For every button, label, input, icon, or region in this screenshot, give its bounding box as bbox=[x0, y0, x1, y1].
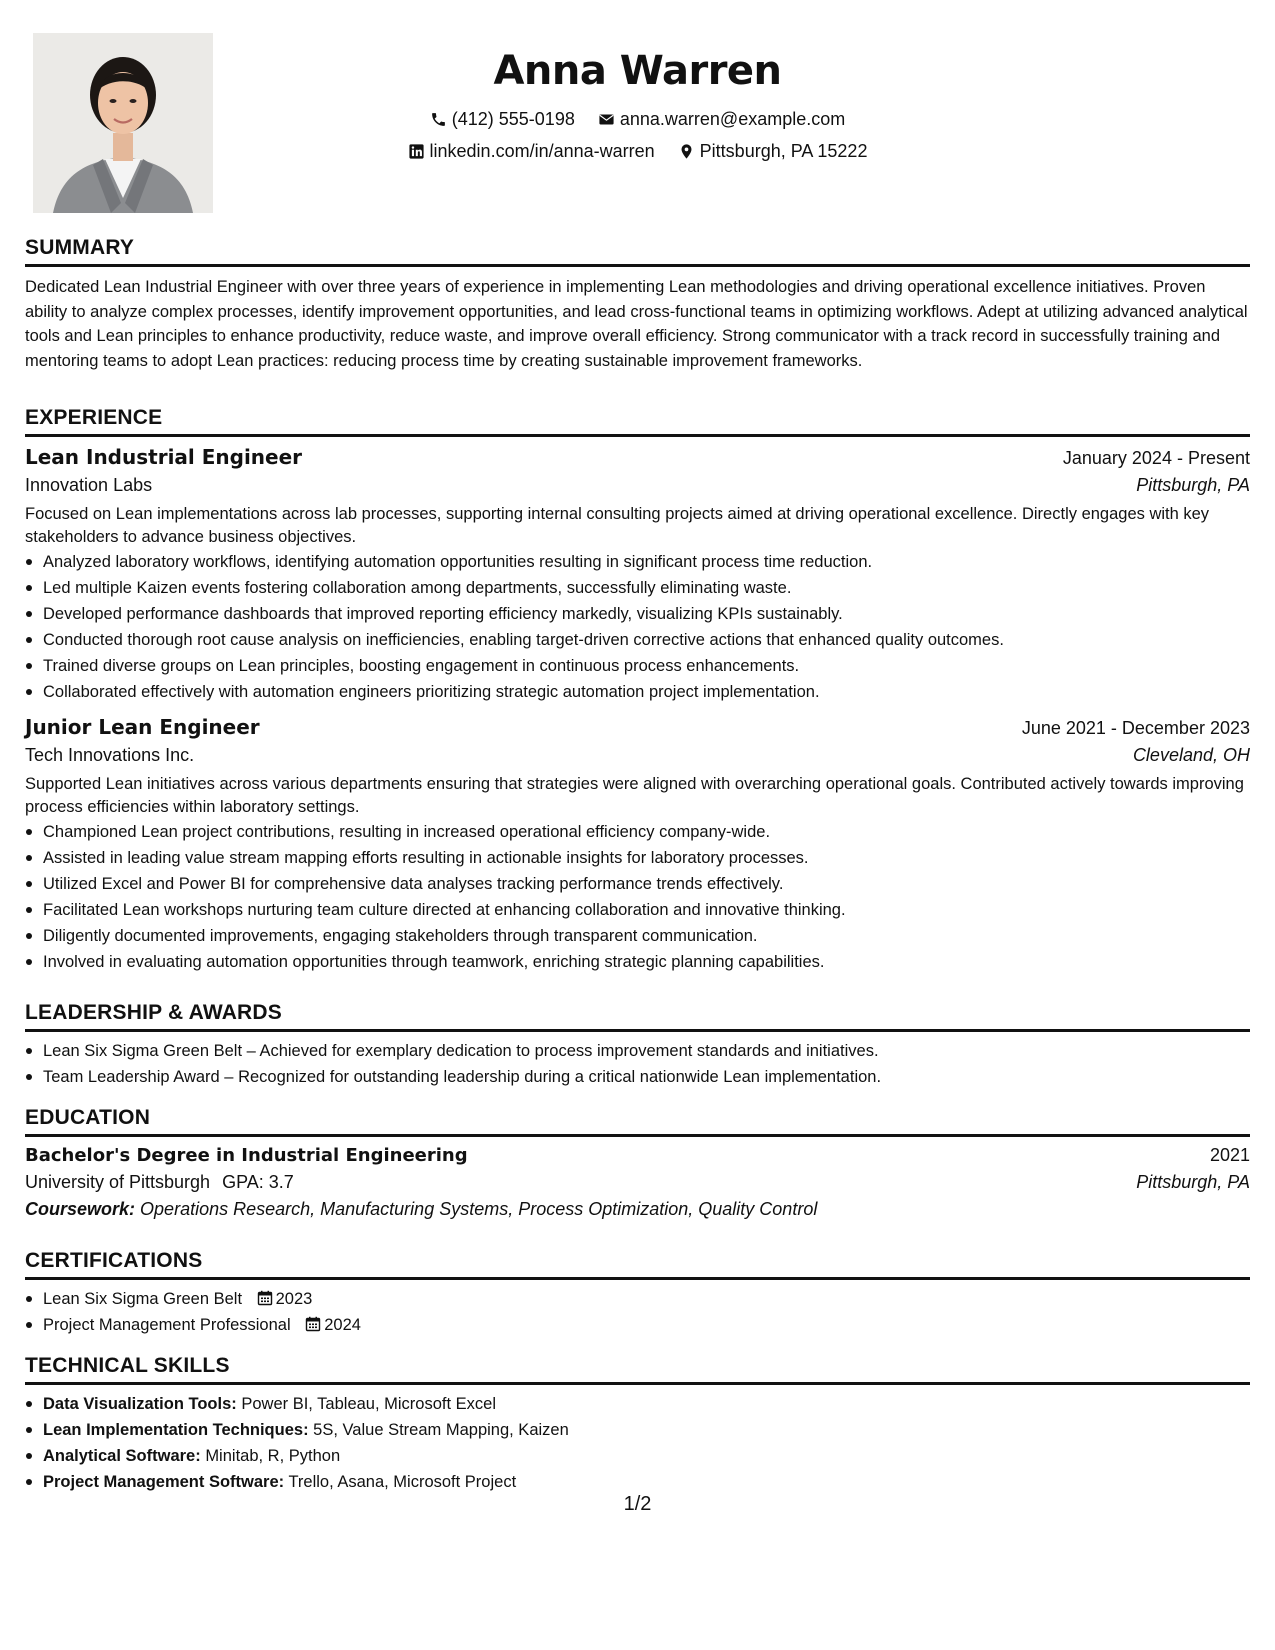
skill-label: Project Management Software: bbox=[43, 1473, 285, 1491]
job-company: Tech Innovations Inc. bbox=[25, 745, 195, 765]
certifications-section bbox=[25, 1249, 1250, 1338]
gpa: GPA: 3.7 bbox=[222, 1172, 294, 1192]
job-description: Focused on Lean implementations across lab processes, supporting internal consulting projects aimed at driving operational excellence. Directly engages with key stakeholders to advance business objectives. bbox=[25, 505, 1210, 546]
calendar-icon bbox=[305, 1316, 321, 1332]
page-number: 1/2 bbox=[623, 1493, 652, 1515]
job-dates: January 2024 - Present bbox=[1062, 448, 1250, 468]
list-item bbox=[43, 1286, 1250, 1312]
list-item: Developed performance dashboards that improved reporting efficiency markedly, visualizing KPIs sustainably. bbox=[43, 601, 1250, 627]
candidate-name: Anna Warren bbox=[493, 48, 782, 94]
job-bullets bbox=[25, 819, 1250, 975]
list-item: Lean Six Sigma Green Belt – Achieved for exemplary dedication to process improvement standards and initiatives. bbox=[43, 1038, 1250, 1064]
list-item: Team Leadership Award – Recognized for outstanding leadership during a critical nationwide Lean implementation. bbox=[43, 1064, 1250, 1090]
contact-line-2 bbox=[25, 141, 1250, 165]
section-title-education: EDUCATION bbox=[25, 1106, 1250, 1137]
skill-value: 5S, Value Stream Mapping, Kaizen bbox=[313, 1421, 569, 1439]
job-location: Cleveland, OH bbox=[1132, 745, 1250, 765]
list-item: Assisted in leading value stream mapping efforts resulting in actionable insights for laboratory processes. bbox=[43, 845, 1250, 871]
certification-name: Lean Six Sigma Green Belt bbox=[43, 1290, 243, 1308]
certifications-list bbox=[25, 1286, 1250, 1338]
list-item bbox=[43, 1417, 1250, 1443]
job-bullets bbox=[25, 549, 1250, 705]
skill-value: Trello, Asana, Microsoft Project bbox=[288, 1473, 517, 1491]
list-item bbox=[43, 1312, 1250, 1338]
list-item: Led multiple Kaizen events fostering collaboration among departments, successfully eliminating waste. bbox=[43, 575, 1250, 601]
list-item bbox=[43, 1443, 1250, 1469]
location-text: Pittsburgh, PA 15222 bbox=[699, 141, 868, 161]
coursework-list: Operations Research, Manufacturing Systems, Process Optimization, Quality Control bbox=[140, 1199, 818, 1219]
map-pin-icon bbox=[678, 143, 695, 160]
experience-section bbox=[25, 406, 1250, 975]
list-item: Collaborated effectively with automation engineers prioritizing strategic automation project implementation. bbox=[43, 679, 1250, 705]
email-text: anna.warren@example.com bbox=[619, 109, 846, 129]
summary-text: Dedicated Lean Industrial Engineer with over three years of experience in implementing Lean methodologies and driving operational excellence initiatives. Proven ability to analyze complex processes, identify improvement opportunities, and lead cross-functional teams in optimizing workflows. Adept at utilizing advanced analytical tools and Lean principles to enhance productivity, reduce waste, and improve overall efficiency. Strong communicator with a track record in successfully training and mentoring teams to adopt Lean practices: reducing process time by creating sustainable improvement frameworks. bbox=[25, 278, 1248, 370]
job-entry bbox=[25, 445, 1250, 705]
list-item: Diligently documented improvements, engaging stakeholders through transparent communication. bbox=[43, 923, 1250, 949]
skills-list bbox=[25, 1391, 1250, 1495]
section-title-experience: EXPERIENCE bbox=[25, 406, 1250, 437]
list-item: Conducted thorough root cause analysis on inefficiencies, enabling target-driven corrective actions that enhanced quality outcomes. bbox=[43, 627, 1250, 653]
school-location: Pittsburgh, PA bbox=[1136, 1172, 1250, 1192]
skill-label: Data Visualization Tools: bbox=[43, 1395, 237, 1413]
summary-section bbox=[25, 236, 1250, 373]
resume-header bbox=[25, 30, 1250, 240]
list-item: Analyzed laboratory workflows, identifying automation opportunities resulting in significant process time reduction. bbox=[43, 549, 1250, 575]
awards-list bbox=[25, 1038, 1250, 1090]
coursework-label: Coursework: bbox=[25, 1199, 136, 1219]
phone-icon bbox=[430, 111, 447, 128]
list-item bbox=[43, 1391, 1250, 1417]
section-title-certifications: CERTIFICATIONS bbox=[25, 1249, 1250, 1280]
job-company: Innovation Labs bbox=[25, 475, 153, 495]
list-item: Facilitated Lean workshops nurturing team culture directed at enhancing collaboration and innovative thinking. bbox=[43, 897, 1250, 923]
list-item: Utilized Excel and Power BI for comprehensive data analyses tracking performance trends effectively. bbox=[43, 871, 1250, 897]
linkedin-icon bbox=[408, 143, 425, 160]
section-title-summary: SUMMARY bbox=[25, 236, 1250, 267]
section-title-awards: LEADERSHIP & AWARDS bbox=[25, 1001, 1250, 1032]
linkedin-contact[interactable] bbox=[408, 141, 655, 162]
linkedin-text: linkedin.com/in/anna-warren bbox=[429, 141, 655, 161]
skill-value: Power BI, Tableau, Microsoft Excel bbox=[241, 1395, 496, 1413]
degree-title: Bachelor's Degree in Industrial Engineering bbox=[25, 1145, 468, 1166]
job-description: Supported Lean initiatives across various departments ensuring that strategies were aligned with overarching operational goals. Contributed actively towards improving process efficiencies within laboratory settings. bbox=[25, 775, 1244, 816]
job-entry bbox=[25, 715, 1250, 975]
list-item: Championed Lean project contributions, resulting in increased operational efficiency company-wide. bbox=[43, 819, 1250, 845]
list-item bbox=[43, 1469, 1250, 1495]
certification-year: 2024 bbox=[324, 1316, 361, 1334]
school-name: University of Pittsburgh bbox=[25, 1172, 211, 1192]
list-item: Involved in evaluating automation opportunities through teamwork, enriching strategic planning capabilities. bbox=[43, 949, 1250, 975]
list-item: Trained diverse groups on Lean principles, boosting engagement in continuous process enhancements. bbox=[43, 653, 1250, 679]
phone-contact[interactable] bbox=[430, 109, 575, 130]
skill-label: Lean Implementation Techniques: bbox=[43, 1421, 309, 1439]
school-line bbox=[25, 1172, 294, 1193]
calendar-icon bbox=[257, 1290, 273, 1306]
contact-line-1 bbox=[25, 109, 1250, 133]
awards-section bbox=[25, 1001, 1250, 1090]
email-contact[interactable] bbox=[598, 109, 845, 130]
job-location: Pittsburgh, PA bbox=[1136, 475, 1250, 495]
skill-value: Minitab, R, Python bbox=[205, 1447, 341, 1465]
location-contact bbox=[678, 141, 868, 162]
section-title-skills: TECHNICAL SKILLS bbox=[25, 1354, 1250, 1385]
certification-year: 2023 bbox=[275, 1290, 313, 1308]
phone-text: (412) 555-0198 bbox=[451, 109, 575, 129]
coursework bbox=[25, 1199, 1250, 1220]
job-title: Junior Lean Engineer bbox=[25, 715, 260, 739]
certification-name: Project Management Professional bbox=[43, 1316, 291, 1334]
skills-section bbox=[25, 1354, 1250, 1495]
skill-label: Analytical Software: bbox=[43, 1447, 201, 1465]
job-title: Lean Industrial Engineer bbox=[25, 445, 303, 469]
job-dates: June 2021 - December 2023 bbox=[1021, 718, 1250, 738]
education-section bbox=[25, 1106, 1250, 1220]
graduation-year: 2021 bbox=[1209, 1145, 1250, 1165]
envelope-icon bbox=[598, 111, 615, 128]
